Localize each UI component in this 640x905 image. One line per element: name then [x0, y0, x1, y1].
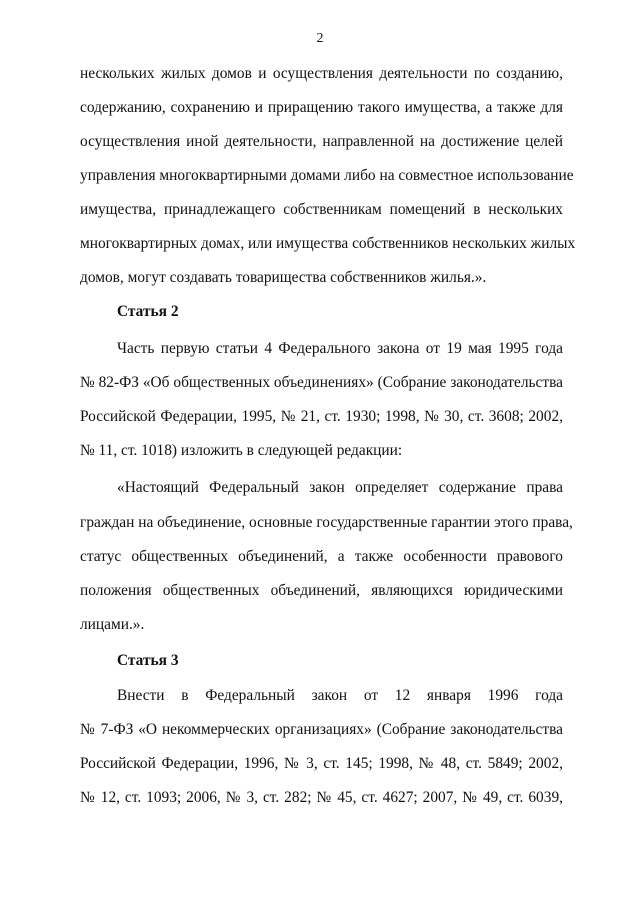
body-text-line: Внести в Федеральный закон от 12 января 1996 года	[117, 687, 563, 704]
body-text-line: содержанию, сохранению и приращению такого имущества, а также для	[80, 99, 563, 116]
body-text-line: № 12, ст. 1093; 2006, № 3, ст. 282; № 45, ст. 4627; 2007, № 49, ст. 6039,	[80, 789, 563, 806]
body-text-line: осуществления иной деятельности, направленной на достижение целей	[80, 133, 563, 150]
body-text-line: имущества, принадлежащего собственникам помещений в нескольких	[80, 201, 563, 218]
body-text-line: лицами.».	[80, 616, 145, 633]
article-heading: Статья 2	[117, 303, 179, 320]
body-text-line: Российской Федерации, 1995, № 21, ст. 1930; 1998, № 30, ст. 3608; 2002,	[80, 408, 563, 425]
body-text-line: № 82-ФЗ «Об общественных объединениях» (Собрание законодательства	[80, 374, 563, 391]
body-text-line: № 7-ФЗ «О некоммерческих организациях» (Собрание законодательства	[80, 721, 563, 738]
body-text-line: Часть первую статьи 4 Федерального закона от 19 мая 1995 года	[117, 340, 563, 357]
body-text-line: многоквартирных домах, или имущества собственников нескольких жилых	[80, 235, 576, 252]
article-heading: Статья 3	[117, 652, 179, 669]
body-text-line: граждан на объединение, основные государственные гарантии этого права,	[80, 514, 573, 531]
body-text-line: управления многоквартирными домами либо на совместное использование	[80, 167, 574, 184]
body-text-line: № 11, ст. 1018) изложить в следующей редакции:	[80, 442, 403, 459]
page-number: 2	[316, 31, 324, 46]
body-text-line: домов, могут создавать товарищества собственников жилья.».	[80, 269, 487, 286]
body-text-line: положения общественных объединений, являющихся юридическими	[80, 582, 563, 599]
body-text-line: «Настоящий Федеральный закон определяет содержание права	[117, 479, 563, 496]
body-text-line: статус общественных объединений, а также особенности правового	[80, 548, 563, 565]
body-text-line: Российской Федерации, 1996, № 3, ст. 145; 1998, № 48, ст. 5849; 2002,	[80, 755, 563, 772]
body-text-line: нескольких жилых домов и осуществления деятельности по созданию,	[80, 65, 563, 82]
